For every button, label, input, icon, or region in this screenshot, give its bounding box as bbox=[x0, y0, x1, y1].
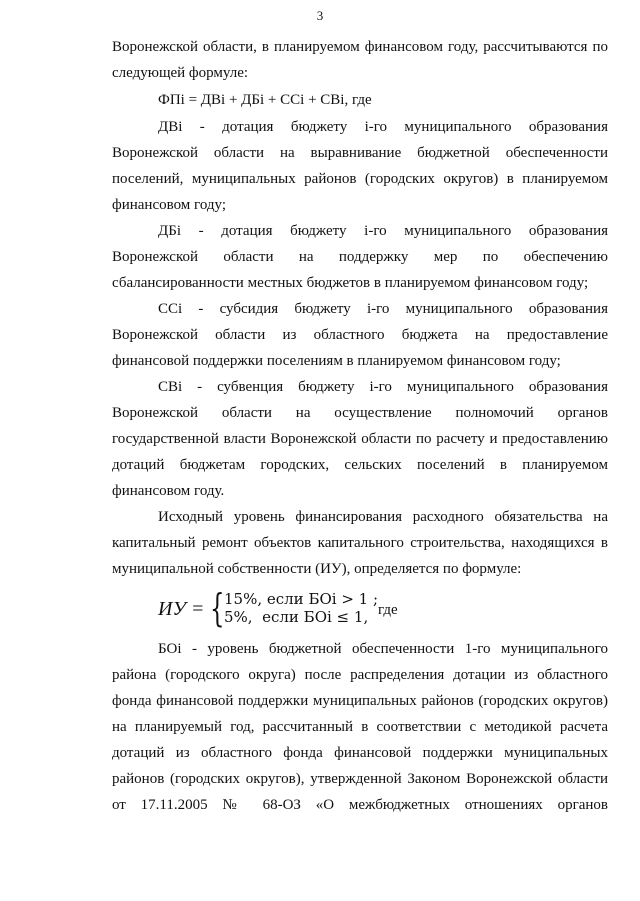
text-line: Исходный уровень финансирования расходного обязательства на bbox=[158, 509, 608, 525]
text-line: финансовой поддержки поселениям в планируемом финансовом году; bbox=[112, 353, 561, 369]
text-line: следующей формуле: bbox=[112, 65, 249, 81]
text-line: Воронежской области на поддержку мер по обеспечению bbox=[112, 249, 608, 265]
text-line: государственной власти Воронежской области по расчету и предоставлению bbox=[112, 431, 608, 447]
formula-iu bbox=[158, 586, 608, 630]
formula-lhs: ИУ = bbox=[158, 598, 205, 620]
text-line: фонда финансовой поддержки муниципальных районов (городских округов) bbox=[112, 693, 608, 709]
text-line: финансовом году; bbox=[112, 197, 227, 213]
text-line: финансовом году. bbox=[112, 483, 225, 499]
text-line: капитальный ремонт объектов капитального строительства, находящихся в bbox=[112, 535, 608, 551]
text-line: Воронежской области на выравнивание бюджетной обеспеченности bbox=[112, 145, 608, 161]
formula-suffix: где bbox=[378, 602, 398, 618]
text-line: ДБi - дотация бюджету i-го муниципального образования bbox=[158, 223, 608, 239]
text-line: Воронежской области на осуществление полномочий органов bbox=[112, 405, 608, 421]
brace-icon: { bbox=[210, 586, 225, 630]
text-line: дотаций из областного фонда финансовой поддержки муниципальных bbox=[112, 745, 608, 761]
formula-case-1: 15%, если БОi > 1 ; bbox=[224, 590, 379, 608]
text-line: муниципальной собственности (ИУ), определяется по формуле: bbox=[112, 561, 522, 577]
text-line: Воронежской области, в планируемом финансовом году, рассчитываются по bbox=[112, 39, 608, 55]
text-line: района (городского округа) после распределения дотации из областного bbox=[112, 667, 608, 683]
text-line: дотаций бюджетам городских, сельских поселений в планируемом bbox=[112, 457, 608, 473]
text-line: ДВi - дотация бюджету i-го муниципального образования bbox=[158, 119, 608, 135]
text-line: районов (городских округов), утвержденной Законом Воронежской области bbox=[112, 771, 608, 787]
page-number: 3 bbox=[316, 8, 324, 23]
formula-case-2: 5%, если БОi ≤ 1, bbox=[224, 608, 369, 626]
text-line: Воронежской области из областного бюджета на предоставление bbox=[112, 327, 608, 343]
text-line: БОi - уровень бюджетной обеспеченности 1-го муниципального bbox=[158, 641, 608, 657]
text-line: от 17.11.2005 № 68-ОЗ «О межбюджетных отношениях органов bbox=[112, 797, 608, 813]
text-line: поселений, муниципальных районов (городских округов) в планируемом bbox=[112, 171, 608, 187]
text-line: СВi - субвенция бюджету i-го муниципального образования bbox=[158, 379, 608, 395]
text-line: сбалансированности местных бюджетов в планируемом финансовом году; bbox=[112, 275, 589, 291]
text-line: ССi - субсидия бюджету i-го муниципального образования bbox=[158, 301, 608, 317]
formula-fpi: ФПi = ДВi + ДБi + ССi + СВi, где bbox=[158, 92, 372, 108]
text-line: на планируемый год, рассчитанный в соответствии с методикой расчета bbox=[112, 719, 608, 735]
